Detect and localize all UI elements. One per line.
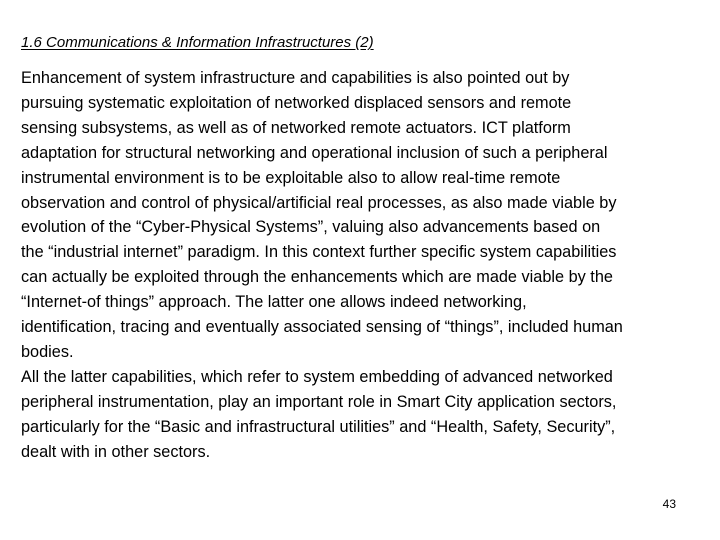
body-line: particularly for the “Basic and infrastructural utilities” and “Health, Safety, Security”,	[21, 417, 616, 436]
body-line: identification, tracing and eventually associated sensing of “things”, included human	[21, 318, 623, 337]
body-line: “Internet-of things” approach. The latter one allows indeed networking,	[21, 293, 527, 312]
body-text	[21, 66, 691, 465]
body-line: Enhancement of system infrastructure and capabilities is also pointed out by	[21, 69, 570, 87]
body-line: adaptation for structural networking and operational inclusion of such a peripheral	[21, 143, 608, 162]
body-line: All the latter capabilities, which refer to system embedding of advanced networked	[21, 367, 613, 386]
body-line: observation and control of physical/artificial real processes, as also made viable by	[21, 193, 617, 212]
body-line: peripheral instrumentation, play an important role in Smart City application sectors,	[21, 392, 617, 411]
body-line: the “industrial internet” paradigm. In this context further specific system capabilities	[21, 243, 617, 262]
body-line: bodies.	[21, 342, 74, 361]
page-number: 43	[662, 497, 676, 511]
body-line: instrumental environment is to be exploitable also to allow real-time remote	[21, 168, 561, 187]
body-line: sensing subsystems, as well as of networked remote actuators. ICT platform	[21, 118, 571, 137]
body-line: can actually be exploited through the enhancements which are made viable by the	[21, 268, 613, 287]
body-line: evolution of the “Cyber-Physical Systems”, valuing also advancements based on	[21, 218, 601, 237]
body-line: pursuing systematic exploitation of networked displaced sensors and remote	[21, 93, 572, 112]
body-line: dealt with in other sectors.	[21, 442, 211, 461]
slide-title: 1.6 Communications & Information Infrastructures (2)	[21, 34, 374, 51]
